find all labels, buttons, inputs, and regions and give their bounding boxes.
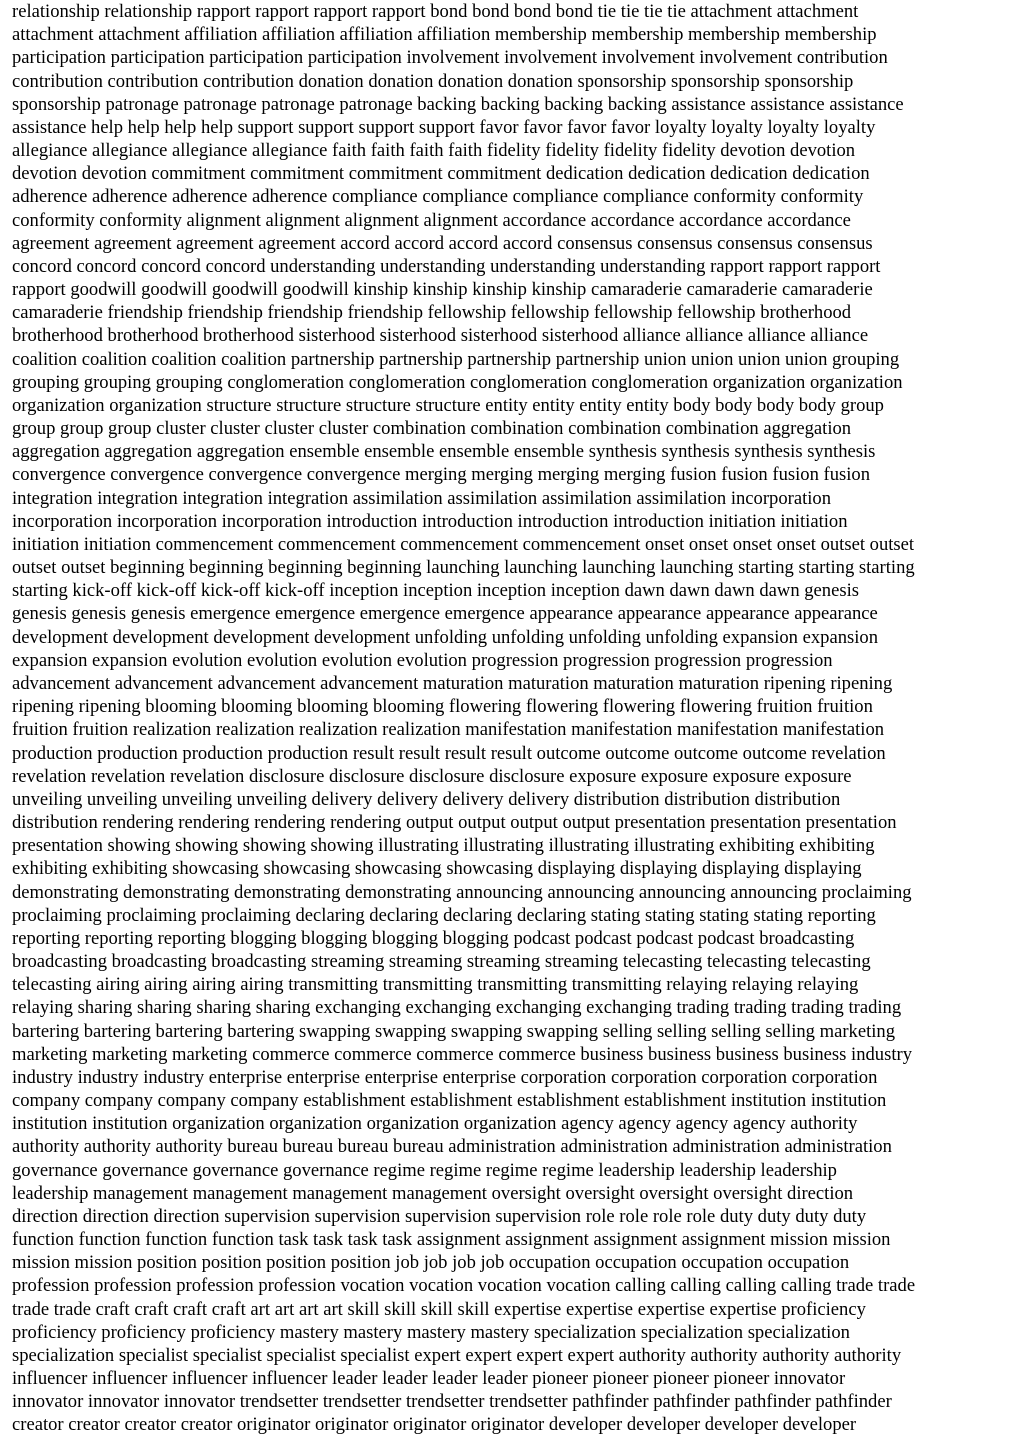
text-line: production production production production result result result result outcome outcome outcome outcome revelation [12, 742, 886, 764]
text-line: concord concord concord concord understanding understanding understanding understanding rapport rapport rapport [12, 255, 881, 277]
text-line: revelation revelation revelation disclosure disclosure disclosure disclosure exposure exposure exposure exposure [12, 765, 852, 787]
text-line: participation participation participation participation involvement involvement involvement involvement contribution [12, 47, 888, 69]
text-line: group group group cluster cluster cluster cluster combination combination combination combination aggregation [12, 418, 852, 440]
text-line: leadership management management management management oversight oversight oversight oversight direction [12, 1182, 854, 1204]
text-line: contribution contribution contribution donation donation donation donation sponsorship sponsorship sponsorship [12, 70, 854, 92]
text-line: bartering bartering bartering bartering swapping swapping swapping swapping selling selling selling selling marketing [12, 1020, 896, 1042]
text-line: incorporation incorporation incorporation introduction introduction introduction introduction initiation initiation [12, 510, 848, 532]
text-line: marketing marketing marketing commerce commerce commerce commerce business business business business industry [12, 1043, 912, 1065]
text-line: assistance help help help help support support support support favor favor favor favor loyalty loyalty loyalty loyalty [12, 116, 876, 138]
text-line: proclaiming proclaiming proclaiming declaring declaring declaring declaring stating stating stating stating reporting [12, 904, 876, 926]
text-line: company company company company establishment establishment establishment establishment institution institution [12, 1090, 887, 1112]
text-line: brotherhood brotherhood brotherhood sisterhood sisterhood sisterhood sisterhood alliance alliance alliance alliance [12, 325, 869, 347]
text-line: advancement advancement advancement advancement maturation maturation maturation maturation ripening ripening [12, 672, 893, 694]
text-line: innovator innovator innovator trendsetter trendsetter trendsetter trendsetter pathfinder pathfinder pathfinder pathfinder [12, 1391, 892, 1413]
text-line: ripening ripening blooming blooming blooming blooming flowering flowering flowering flowering fruition fruition [12, 696, 873, 718]
text-line: coalition coalition coalition coalition partnership partnership partnership partnership union union union union grouping [12, 348, 900, 370]
text-line: rapport goodwill goodwill goodwill goodwill kinship kinship kinship kinship camaraderie camaraderie camaraderie [12, 279, 873, 301]
text-line: initiation initiation commencement commencement commencement commencement onset onset onset onset outset outset [12, 533, 915, 555]
text-line: integration integration integration integration assimilation assimilation assimilation assimilation incorporation [12, 487, 832, 509]
text-line: influencer influencer influencer influencer leader leader leader leader pioneer pioneer pioneer pioneer innovator [12, 1368, 846, 1390]
text-line: grouping grouping grouping conglomeration conglomeration conglomeration conglomeration organization organization [12, 371, 903, 393]
text-line: demonstrating demonstrating demonstrating demonstrating announcing announcing announcing announcing proclaiming [12, 881, 912, 903]
text-line: mission mission position position position position job job job job occupation occupation occupation occupation [12, 1252, 850, 1274]
text-line: outset outset beginning beginning beginning beginning launching launching launching launching starting starting starting [12, 557, 915, 579]
text-line: telecasting airing airing airing airing transmitting transmitting transmitting transmitting relaying relaying relaying [12, 974, 859, 996]
text-line: starting kick-off kick-off kick-off kick-off inception inception inception inception dawn dawn dawn dawn genesis [12, 580, 859, 602]
text-line: organization organization structure structure structure structure entity entity entity entity body body body body group [12, 394, 884, 416]
text-line: adherence adherence adherence adherence compliance compliance compliance compliance conformity conformity [12, 186, 864, 208]
text-line: relaying sharing sharing sharing sharing exchanging exchanging exchanging exchanging trading trading trading trading [12, 997, 902, 1019]
text-line: fruition fruition realization realization realization realization manifestation manifestation manifestation manifestation [12, 719, 885, 741]
text-line: camaraderie friendship friendship friendship friendship fellowship fellowship fellowship fellowship brotherhood [12, 302, 852, 324]
text-line: authority authority authority bureau bureau bureau bureau administration administration administration administration [12, 1136, 892, 1158]
text-line: proficiency proficiency proficiency mastery mastery mastery mastery specialization specialization specialization [12, 1321, 850, 1343]
text-line: aggregation aggregation aggregation ensemble ensemble ensemble ensemble synthesis synthesis synthesis synthesis [12, 441, 876, 463]
text-line: agreement agreement agreement agreement accord accord accord accord consensus consensus consensus consensus [12, 232, 873, 254]
text-line: function function function function task task task task assignment assignment assignment assignment mission mission [12, 1229, 891, 1251]
text-line: conformity conformity alignment alignment alignment alignment accordance accordance accordance accordance [12, 209, 851, 231]
text-line: profession profession profession profession vocation vocation vocation vocation calling calling calling calling trade trade [12, 1275, 916, 1297]
text-line: governance governance governance governance regime regime regime regime leadership leadership leadership [12, 1159, 837, 1181]
text-line: convergence convergence convergence convergence merging merging merging merging fusion fusion fusion fusion [12, 464, 870, 486]
text-line: specialization specialist specialist specialist specialist expert expert expert expert authority authority authority authority [12, 1344, 902, 1366]
text-line: presentation showing showing showing showing illustrating illustrating illustrating illustrating exhibiting exhibiting [12, 835, 875, 857]
text-line: development development development development unfolding unfolding unfolding unfolding expansion expansion [12, 626, 878, 648]
text-line: direction direction direction supervision supervision supervision supervision role role role role duty duty duty duty [12, 1205, 867, 1227]
text-line: devotion devotion commitment commitment commitment commitment dedication dedication dedication dedication [12, 163, 870, 185]
text-line: unveiling unveiling unveiling unveiling delivery delivery delivery delivery distribution distribution distribution [12, 788, 841, 810]
text-line: distribution rendering rendering rendering rendering output output output output presentation presentation presentation [12, 812, 897, 834]
text-line: broadcasting broadcasting broadcasting streaming streaming streaming streaming telecasting telecasting telecasting [12, 951, 871, 973]
text-line: allegiance allegiance allegiance allegiance faith faith faith faith fidelity fidelity fidelity fidelity devotion devotion [12, 140, 856, 162]
text-line: expansion expansion evolution evolution evolution evolution progression progression progression progression [12, 649, 833, 671]
text-line: industry industry industry enterprise enterprise enterprise enterprise corporation corporation corporation corporation [12, 1066, 878, 1088]
text-line: reporting reporting reporting blogging blogging blogging blogging podcast podcast podcast podcast broadcasting [12, 927, 855, 949]
text-line: sponsorship patronage patronage patronage patronage backing backing backing backing assistance assistance assistance [12, 93, 904, 115]
body-text [12, 0, 1016, 1437]
text-line: genesis genesis genesis emergence emergence emergence emergence appearance appearance appearance appearance [12, 603, 878, 625]
text-line: trade trade craft craft craft craft art art art art skill skill skill skill expertise expertise expertise expertise proficiency [12, 1298, 866, 1320]
text-line: creator creator creator creator originator originator originator originator developer developer developer developer [12, 1414, 857, 1436]
text-line: attachment attachment affiliation affiliation affiliation affiliation membership membership membership membership [12, 24, 877, 46]
text-line: relationship relationship rapport rapport rapport rapport bond bond bond bond tie tie tie tie attachment attachment [12, 1, 859, 22]
text-line: exhibiting exhibiting showcasing showcasing showcasing showcasing displaying displaying displaying displaying [12, 858, 862, 880]
text-line: institution institution organization organization organization organization agency agency agency agency authority [12, 1113, 858, 1135]
